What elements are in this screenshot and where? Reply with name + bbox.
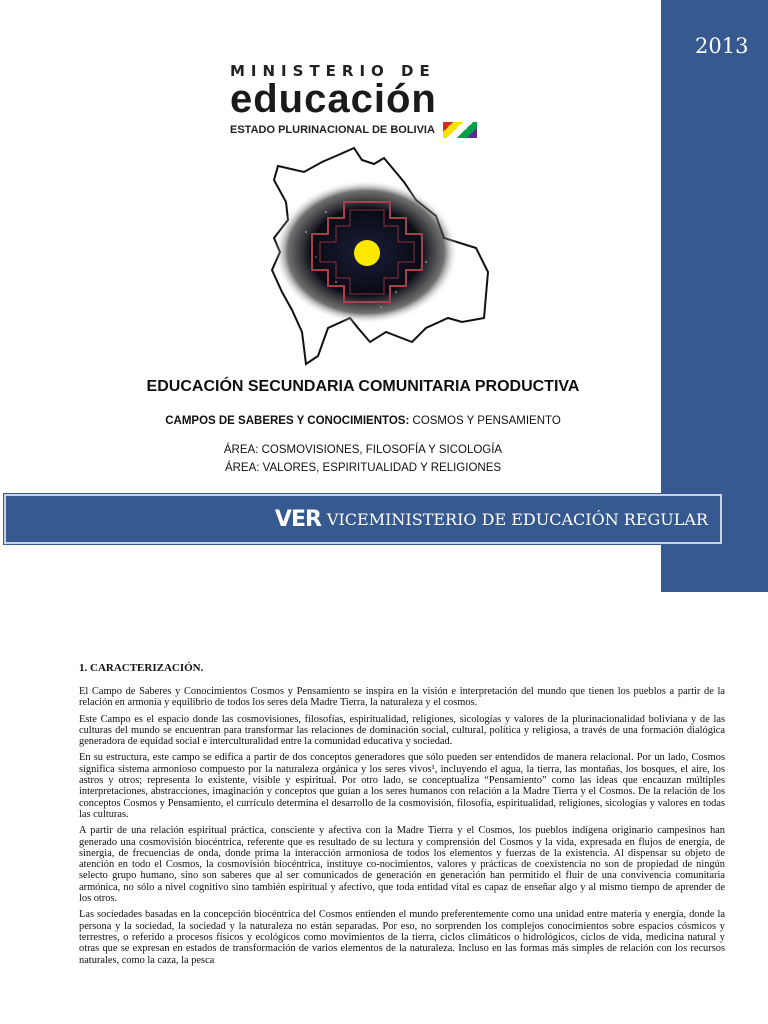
document-title: EDUCACIÓN SECUNDARIA COMUNITARIA PRODUCTIVA: [146, 378, 580, 395]
ver-logo-icon: VER: [274, 506, 321, 532]
logo-line-educacion: educación: [230, 77, 437, 121]
area-line-1: ÁREA: COSMOVISIONES, FILOSOFÍA Y SICOLOGÍA: [223, 444, 503, 456]
campos-label: CAMPOS DE SABERES Y CONOCIMIENTOS:: [165, 415, 410, 427]
paragraph: A partir de una relación espiritual práctica, consciente y afectiva con la Madre Tierra y el Cosmos, los pueblos indígena originario campesinos han generado una cosmovisión biocéntrica, referente que es resultado de su lectura y comprensión del Cosmos y la vida, expresada en flujos de energía, de sinergia, de frecuencias de onda, donde prima la interacción armoniosa de todos los elementos y fuerzas de la existencia. Al dispensar su objeto de atención en todo el Cosmos, la cosmovisión biocéntrica, instituye co-nocimientos, valores y prácticas de coexistencia no son de propiedad de ningún selecto grupo humano, sino son saberes que al ser comunicados de generación en generación han permitido el fluir de una convivencia comunitaria armónica, no sólo a nivel cognitivo sino también espiritual y afectivo, que toda entidad vital es capaz de enseñar algo y al mismo tiempo de aprender de los otros.: [79, 825, 725, 905]
section-heading: 1. CARACTERIZACIÓN.: [79, 662, 204, 674]
bolivia-map-illustration: [266, 142, 490, 368]
viceministry-banner: [4, 494, 722, 544]
paragraph: Las sociedades basadas en la concepción biocéntrica del Cosmos entienden el mundo preferentemente como una unidad entre materia y energía, donde la persona y la sociedad, la sociedad y la naturaleza no están separadas. Por eso, no sorprenden los complejos conocimientos sobre espacios cósmicos y terrestres, o referido a procesos físicos y ecológicos como movimientos de la tierra, ciclos climáticos o hidrológicos, ciclos de vida, medicina natural y otras que se expresan en estados de transformación de varios elementos de la naturaleza. Incluso en las formas más simples de relación con los recursos naturales, como la caza, la pesca: [79, 909, 725, 966]
paragraph: Este Campo es el espacio donde las cosmovisiones, filosofías, espiritualidad, religiones, sicologías y valores de la plurinacionalidad boliviana y de las culturas del mundo se encuentran para transformar las relaciones de dominación social, cultural, política y religiosa, a través de una formación dialógica generadora de equidad social e interculturalidad entre la comunidad educativa y sociedad.: [79, 713, 725, 748]
logo-line-estado: [230, 122, 540, 138]
paragraph: El Campo de Saberes y Conocimientos Cosmos y Pensamiento se inspira en la visión e interpretación del mundo que tienen los pueblos a partir de la relación en armonía y equilibrio de todos los seres dela Madre Tierra, la naturaleza y el cosmos.: [79, 686, 725, 709]
body-text: [79, 686, 725, 971]
ministry-logo: [230, 62, 540, 138]
sun-icon: [354, 240, 380, 266]
year-label: 2013: [695, 34, 749, 58]
campos-line: [0, 415, 726, 427]
area-line-2: ÁREA: VALORES, ESPIRITUALIDAD Y RELIGIONES: [224, 462, 502, 474]
wiphala-flag-icon: [443, 122, 477, 138]
banner-text: VICEMINISTERIO DE EDUCACIÓN REGULAR: [326, 509, 708, 529]
paragraph: En su estructura, este campo se edifica a partir de dos conceptos generadores que sólo pueden ser entendidos de manera relacional. Por un lado, Cosmos significa sistema armonioso compuesto por la naturaleza orgánica y los seres vivos¹, incluyendo el agua, la tierra, las montañas, los bosques, el aire, los astros y otros; representa lo existente, visible y espiritual. Por otro lado, se conceptualiza “Pensamiento” como las ideas que encauzan múltiples interpretaciones, abstracciones, imaginación y conceptos que guían a los seres humanos con relación a la Madre Tierra y el Cosmos. De la relación de los conceptos Cosmos y Pensamiento, el currículo determina el desarrollo de la cosmovisión, filosofía, espiritualidad, religiones, sicologías y valores en todas las culturas.: [79, 752, 725, 820]
campos-value: COSMOS Y PENSAMIENTO: [412, 415, 561, 427]
logo-estado-text: ESTADO PLURINACIONAL DE BOLIVIA: [230, 124, 435, 136]
logo-line-ministerio: MINISTERIO DE: [230, 62, 436, 80]
